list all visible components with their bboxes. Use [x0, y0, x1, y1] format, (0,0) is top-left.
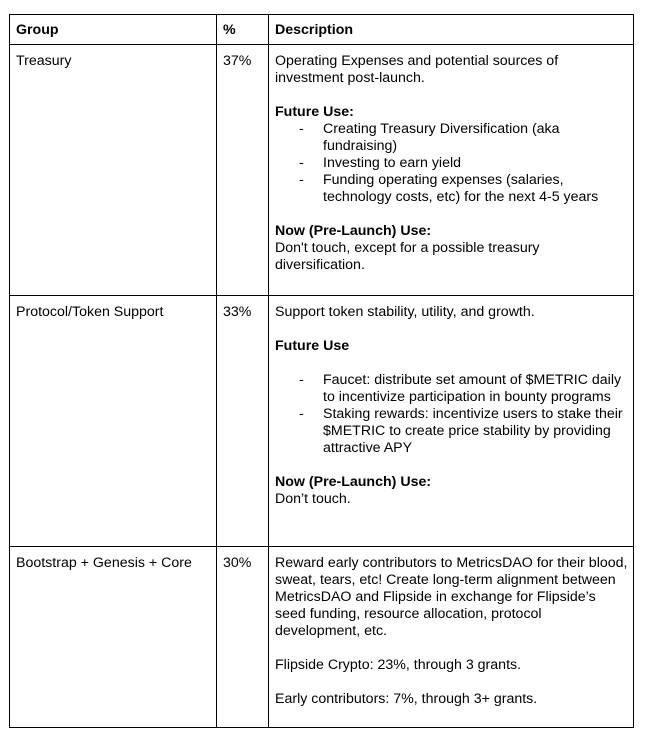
header-group: Group — [10, 15, 217, 45]
list-item: - Faucet: distribute set amount of $METRIC daily to incentivize participation in bounty programs — [275, 372, 628, 406]
description-cell — [269, 45, 634, 296]
list-item: - Creating Treasury Diversification (aka fundraising) — [275, 121, 628, 155]
early-contributors-text: Early contributors: 7%, through 3+ grants. — [275, 691, 538, 707]
future-use-heading: Future Use — [275, 338, 350, 354]
description-intro: Reward early contributors to MetricsDAO for their blood, sweat, tears, etc! Create long-term alignment between MetricsDAO and Flipside in exchange for Flipside’s seed funding, resource allocation, protocol development, etc. — [275, 555, 628, 639]
now-use-heading: Now (Pre-Launch) Use: — [275, 474, 432, 490]
description-intro: Operating Expenses and potential sources of investment post-launch. — [275, 53, 559, 86]
percent-cell: 33% — [217, 296, 269, 547]
list-item: - Investing to earn yield — [275, 155, 628, 172]
future-use-list — [275, 121, 628, 206]
list-item: - Funding operating expenses (salaries, technology costs, etc) for the next 4-5 years — [275, 172, 628, 206]
allocation-table — [9, 14, 634, 728]
header-description: Description — [269, 15, 634, 45]
table-header-row — [10, 15, 634, 45]
percent-cell: 37% — [217, 45, 269, 296]
future-use-list — [275, 372, 628, 457]
percent-cell: 30% — [217, 547, 269, 728]
table-row-protocol-token-support — [10, 296, 634, 547]
description-intro: Support token stability, utility, and growth. — [275, 304, 535, 320]
future-use-heading: Future Use: — [275, 104, 354, 120]
group-cell: Treasury — [10, 45, 217, 296]
table-row-treasury — [10, 45, 634, 296]
now-use-text: Don’t touch. — [275, 491, 351, 507]
table-row-bootstrap-genesis-core — [10, 547, 634, 728]
flipside-allocation-text: Flipside Crypto: 23%, through 3 grants. — [275, 657, 522, 673]
group-cell: Protocol/Token Support — [10, 296, 217, 547]
description-cell — [269, 547, 634, 728]
description-cell — [269, 296, 634, 547]
now-use-text: Don't touch, except for a possible treasury diversification. — [275, 240, 540, 273]
header-percent: % — [217, 15, 269, 45]
list-item: - Staking rewards: incentivize users to stake their $METRIC to create price stability by providing attractive APY — [275, 406, 628, 457]
group-cell: Bootstrap + Genesis + Core — [10, 547, 217, 728]
now-use-heading: Now (Pre-Launch) Use: — [275, 223, 432, 239]
